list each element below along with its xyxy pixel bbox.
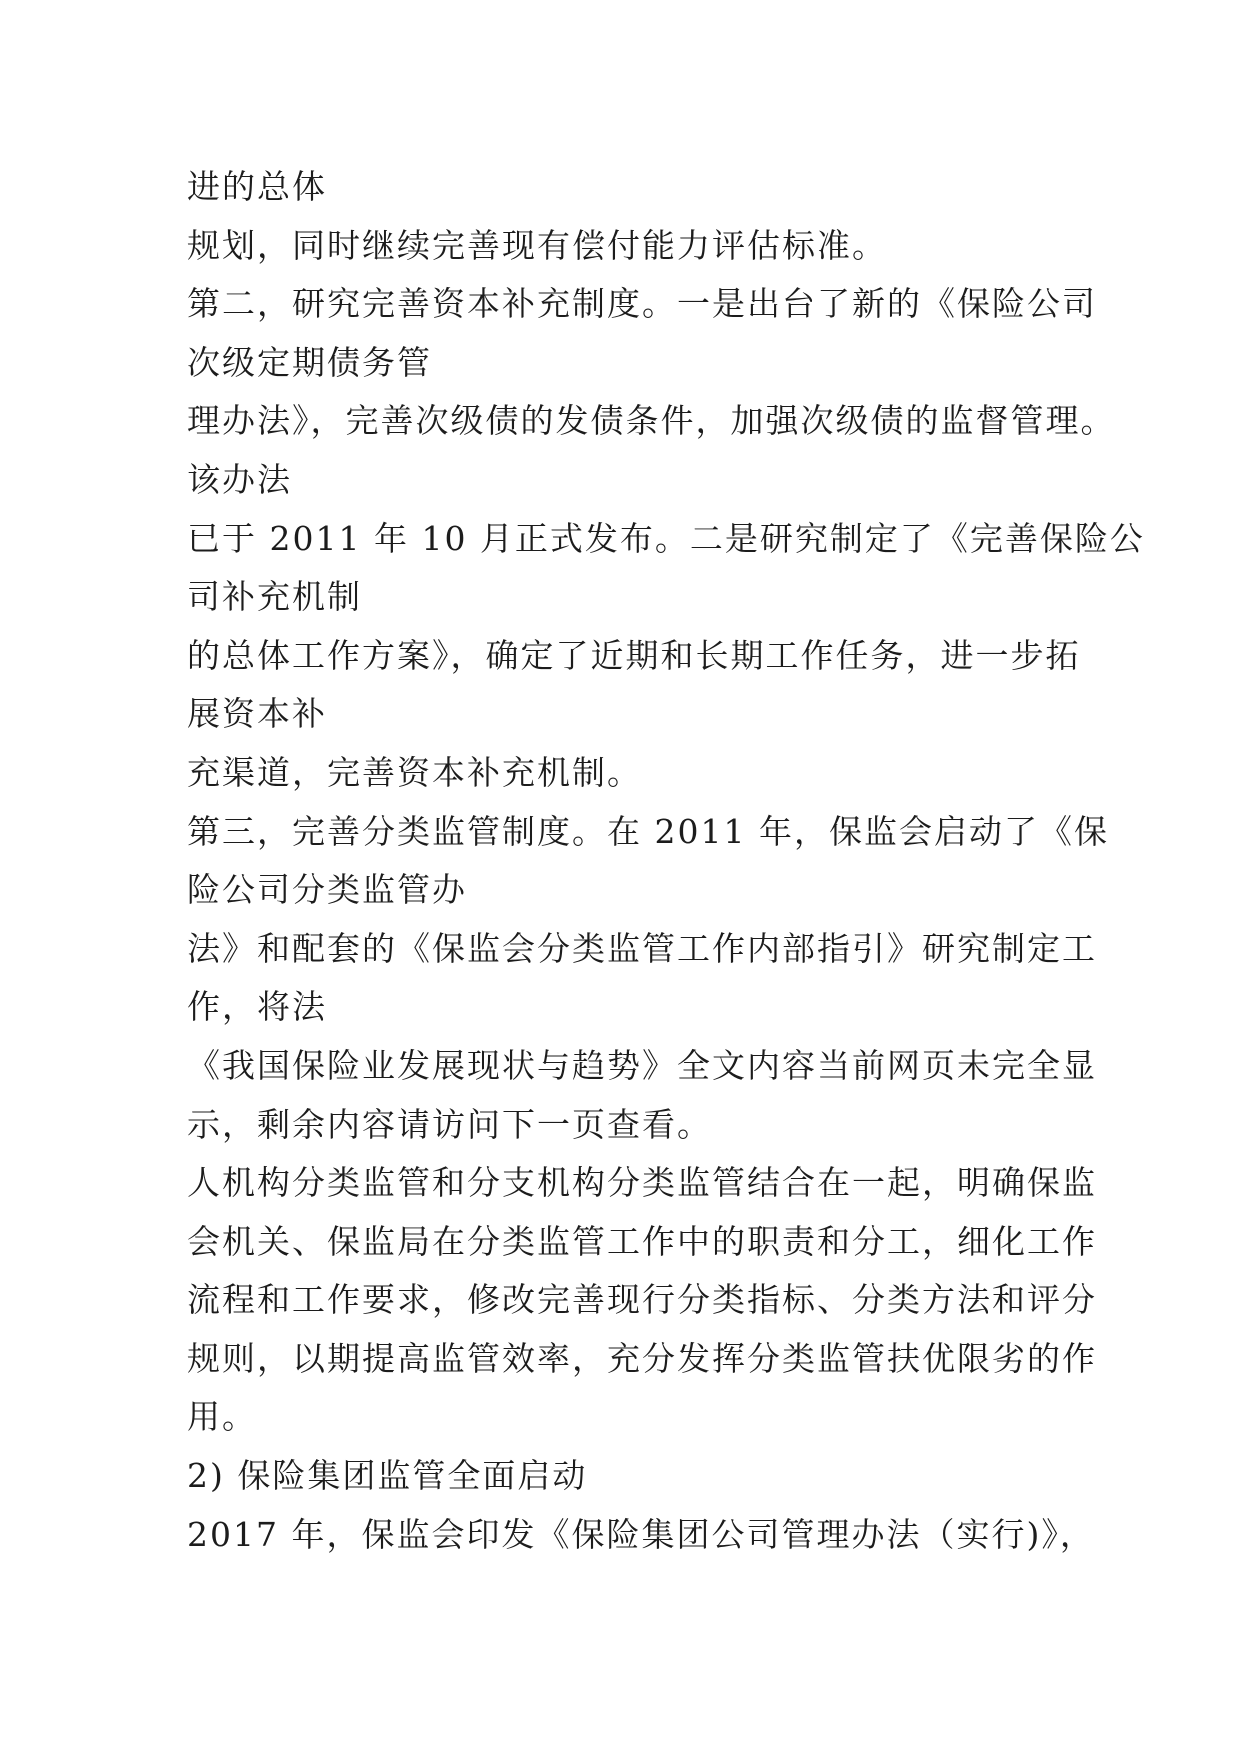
text-line: 规则，以期提高监管效率，充分发挥分类监管扶优限劣的作 — [187, 1338, 1097, 1378]
text-line: 2017 年，保监会印发《保险集团公司管理办法（实行)》， — [187, 1514, 1095, 1554]
text-line: 理办法》，完善次级债的发债条件，加强次级债的监督管理。 — [187, 401, 1116, 441]
text-line: 第三，完善分类监管制度。在 2011 年，保监会启动了《保 — [187, 811, 1109, 851]
text-line: 人机构分类监管和分支机构分类监管结合在一起，明确保监 — [187, 1163, 1097, 1203]
text-line: 第二，研究完善资本补充制度。一是出台了新的《保险公司 — [187, 284, 1097, 324]
text-line: 法》和配套的《保监会分类监管工作内部指引》研究制定工 — [187, 928, 1097, 968]
text-line: 已于 2011 年 10 月正式发布。二是研究制定了《完善保险公 — [187, 518, 1145, 558]
section-heading: 2) 保险集团监管全面启动 — [187, 1456, 588, 1496]
text-line: 次级定期债务管 — [187, 342, 432, 382]
text-line: 规划，同时继续完善现有偿付能力评估标准。 — [187, 225, 887, 265]
text-line: 进的总体 — [187, 167, 327, 206]
text-line: 用。 — [187, 1397, 257, 1437]
text-line: 险公司分类监管办 — [187, 870, 467, 910]
text-line: 流程和工作要求，修改完善现行分类指标、分类方法和评分 — [187, 1280, 1097, 1320]
text-line: 充渠道，完善资本补充机制。 — [187, 752, 642, 792]
text-line: 《我国保险业发展现状与趋势》全文内容当前网页未完全显 — [187, 1045, 1097, 1085]
text-line: 展资本补 — [187, 694, 327, 734]
document-body — [187, 158, 1145, 1564]
text-line: 的总体工作方案》，确定了近期和长期工作任务，进一步拓 — [187, 635, 1081, 675]
text-line: 该办法 — [187, 459, 292, 499]
text-line: 司补充机制 — [187, 577, 362, 617]
text-line: 示，剩余内容请访问下一页查看。 — [187, 1104, 712, 1144]
text-line: 会机关、保监局在分类监管工作中的职责和分工，细化工作 — [187, 1221, 1097, 1261]
text-line: 作，将法 — [187, 987, 327, 1027]
